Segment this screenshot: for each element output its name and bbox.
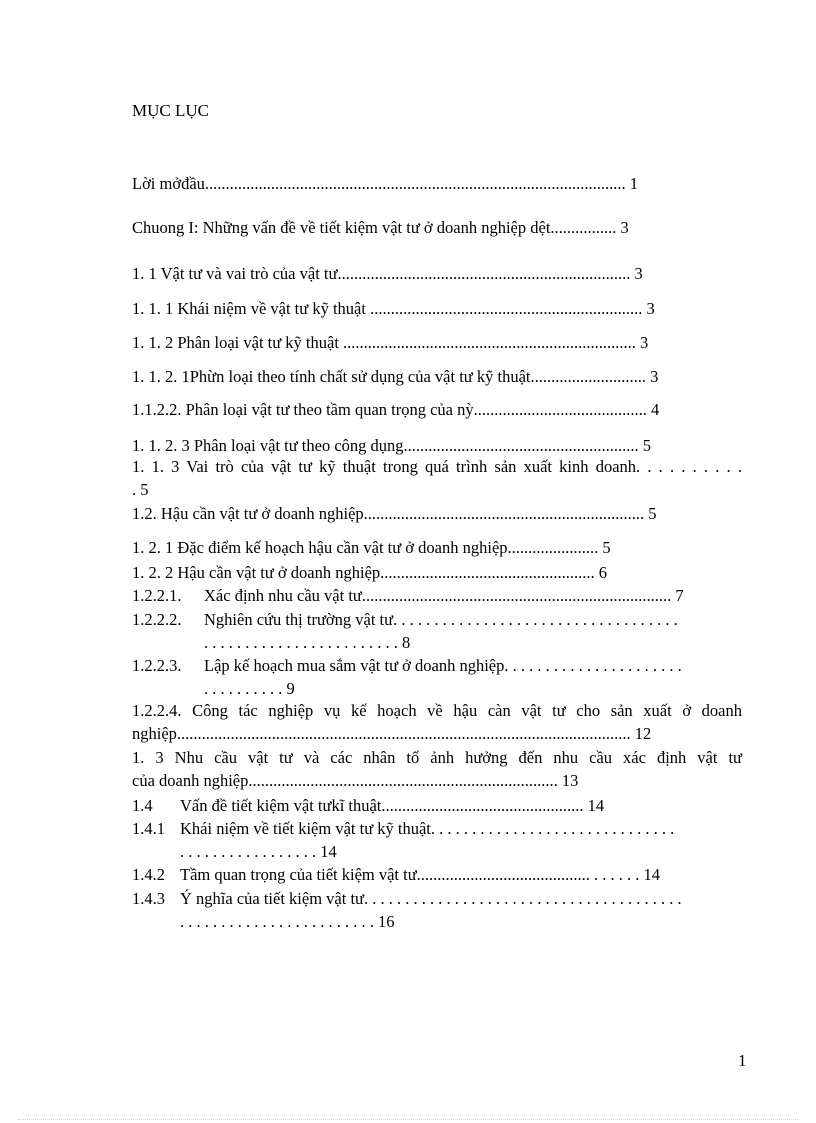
toc-entry-page: 7 bbox=[675, 586, 684, 605]
toc-entry-page: 4 bbox=[651, 400, 660, 419]
toc-entry-text: 1.2. Hậu cần vật tư ở doanh nghiệp.................................................................... bbox=[132, 504, 645, 523]
toc-entry-page: 3 bbox=[634, 264, 643, 283]
toc-entry-text: . . . . . . . . . . . . . . . . . 14 bbox=[180, 842, 337, 861]
toc-entry-1-4-1-cont bbox=[180, 841, 337, 863]
toc-entry-text: nghiệp.............................................................................................................. bbox=[132, 724, 631, 743]
toc-entry-text: Khái niệm về tiết kiệm vật tư kỹ thuật. . . . . . . . . . . . . . . . . . . . . . . . . . . . . . bbox=[180, 819, 675, 838]
toc-entry-1-2-2-2-cont bbox=[204, 632, 410, 654]
toc-entry-1-2-2-3-cont bbox=[204, 678, 295, 700]
toc-entry-text: 1.2.2.4. Công tác nghiệp vụ kế hoạch về hậu càn vật tư cho sản xuất ở doanh bbox=[132, 701, 742, 720]
toc-entry-page: 5 bbox=[602, 538, 611, 557]
page-title: MỤC LỤC bbox=[132, 101, 209, 120]
toc-entry-number: 1.4.1 bbox=[132, 819, 165, 838]
toc-entry-page: 5 bbox=[648, 504, 657, 523]
toc-entry-text: 1.1.2.2. Phân loại vật tư theo tầm quan trọng của nỳ.......................................... bbox=[132, 400, 647, 419]
toc-entry-1-1-3-page bbox=[132, 479, 149, 501]
page-number: 1 bbox=[738, 1051, 747, 1070]
toc-entry-1-2-2-3[interactable] bbox=[132, 655, 682, 677]
toc-entry-text: Lời mởđầu...................................................................................................... bbox=[132, 174, 626, 193]
toc-entry-1-4-2[interactable] bbox=[132, 864, 660, 886]
toc-entry-text: Chuong I: Những vấn đề về tiết kiệm vật tư ở doanh nghiệp dệt................ bbox=[132, 218, 617, 237]
toc-entry-text: Nghiên cứu thị trường vật tư. . . . . . . . . . . . . . . . . . . . . . . . . . . . . . . . . . . bbox=[204, 610, 678, 629]
toc-entry-1-2-1[interactable] bbox=[132, 537, 611, 559]
toc-entry-1-4-3[interactable] bbox=[132, 888, 682, 910]
toc-entry-number: 1.2.2.1. bbox=[132, 586, 182, 605]
toc-entry-1-1[interactable] bbox=[132, 263, 643, 285]
toc-entry-1-1-2-3[interactable] bbox=[132, 435, 651, 457]
toc-entry-number: 1.4.3 bbox=[132, 889, 165, 908]
toc-entry-text: 1. 1. 3 Vai trò của vật tư kỹ thuật trong quá trình sản xuất kinh doanh. . . . . . . . . . bbox=[132, 457, 742, 476]
toc-entry-text: Lập kế hoạch mua sắm vật tư ở doanh nghiệp. . . . . . . . . . . . . . . . . . . . . . bbox=[204, 656, 682, 675]
toc-entry-page: 14 bbox=[587, 796, 605, 815]
toc-entry-1-1-1[interactable] bbox=[132, 298, 655, 320]
toc-entry-1-2[interactable] bbox=[132, 503, 657, 525]
toc-entry-1-1-2-1[interactable] bbox=[132, 366, 658, 388]
toc-entry-text: 1. 1. 1 Khái niệm về vật tư kỹ thuật .................................................................. bbox=[132, 299, 643, 318]
toc-entry-text: 1. 3 Nhu cầu vật tư và các nhân tố ảnh hưởng đến nhu cầu xác định vật tư bbox=[132, 748, 742, 767]
toc-entry-page: 12 bbox=[634, 724, 652, 743]
toc-entry-1-2-2-4[interactable] bbox=[132, 700, 742, 722]
toc-entry-1-1-2[interactable] bbox=[132, 332, 648, 354]
toc-entry-page: 13 bbox=[561, 771, 579, 790]
toc-entry-text: 1. 1. 2. 1Phừn loại theo tính chất sử dụng của vật tư kỹ thuật............................ bbox=[132, 367, 646, 386]
toc-entry-number: 1.2.2.2. bbox=[132, 610, 182, 629]
toc-entry-number: 1.4 bbox=[132, 796, 153, 815]
toc-entry-text: . . . . . . . . . . 9 bbox=[204, 679, 295, 698]
toc-entry-number: 1.2.2.3. bbox=[132, 656, 182, 675]
toc-entry-1-4[interactable] bbox=[132, 795, 604, 817]
toc-entry-page: . 5 bbox=[132, 480, 149, 499]
toc-entry-text: 1. 2. 1 Đặc điểm kế hoạch hậu cần vật tư ở doanh nghiệp...................... bbox=[132, 538, 599, 557]
toc-entry-page: 3 bbox=[646, 299, 655, 318]
toc-entry-1-1-3[interactable] bbox=[132, 456, 742, 478]
toc-entry-1-3-cont bbox=[132, 770, 578, 792]
toc-entry-page: 14 bbox=[643, 865, 661, 884]
toc-entry-text: . . . . . . . . . . . . . . . . . . . . . . . . 16 bbox=[180, 912, 395, 931]
toc-entry-number: 1.4.2 bbox=[132, 865, 165, 884]
toc-entry-1-4-3-cont bbox=[180, 911, 395, 933]
toc-entry-page: 3 bbox=[640, 333, 649, 352]
toc-entry-1-1-2-2[interactable] bbox=[132, 399, 659, 421]
toc-entry-text: 1. 1 Vật tư và vai trò của vật tư....................................................................... bbox=[132, 264, 631, 283]
toc-entry-text: . . . . . . . . . . . . . . . . . . . . . . . . 8 bbox=[204, 633, 411, 652]
toc-entry-chuong-1[interactable] bbox=[132, 217, 629, 239]
toc-entry-1-4-1[interactable] bbox=[132, 818, 674, 840]
toc-entry-page: 3 bbox=[650, 367, 659, 386]
toc-entry-text: 1. 1. 2. 3 Phân loại vật tư theo công dụng......................................................... bbox=[132, 436, 639, 455]
toc-entry-1-2-2-2[interactable] bbox=[132, 609, 678, 631]
toc-entry-text: Tầm quan trọng của tiết kiệm vật tư.......................................... . . . . . . bbox=[180, 865, 640, 884]
toc-entry-page: 1 bbox=[629, 174, 639, 193]
toc-entry-text: Ý nghĩa của tiết kiệm vật tư. . . . . . . . . . . . . . . . . . . . . . . . . . . . . . . . . . . . . . . bbox=[180, 889, 682, 908]
toc-entry-page: 6 bbox=[598, 563, 608, 582]
toc-entry-text: Xác định nhu cầu vật tư........................................................................... bbox=[204, 586, 672, 605]
toc-entry-page: 5 bbox=[642, 436, 652, 455]
toc-entry-1-3[interactable] bbox=[132, 747, 742, 769]
toc-entry-text: Vấn đề tiết kiệm vật tưkĩ thuật................................................. bbox=[180, 796, 584, 815]
toc-entry-text: 1. 2. 2 Hậu cần vật tư ở doanh nghiệp.................................................... bbox=[132, 563, 595, 582]
toc-entry-text: 1. 1. 2 Phân loại vật tư kỹ thuật ....................................................................... bbox=[132, 333, 636, 352]
toc-entry-loi-mo-dau[interactable] bbox=[132, 173, 638, 195]
toc-entry-text: của doanh nghiệp........................................................................... bbox=[132, 771, 558, 790]
toc-entry-1-2-2-1[interactable] bbox=[132, 585, 684, 607]
toc-entry-page: 3 bbox=[620, 218, 629, 237]
toc-entry-1-2-2-4-cont bbox=[132, 723, 651, 745]
page-bottom-divider bbox=[18, 1119, 798, 1120]
toc-entry-1-2-2[interactable] bbox=[132, 562, 607, 584]
